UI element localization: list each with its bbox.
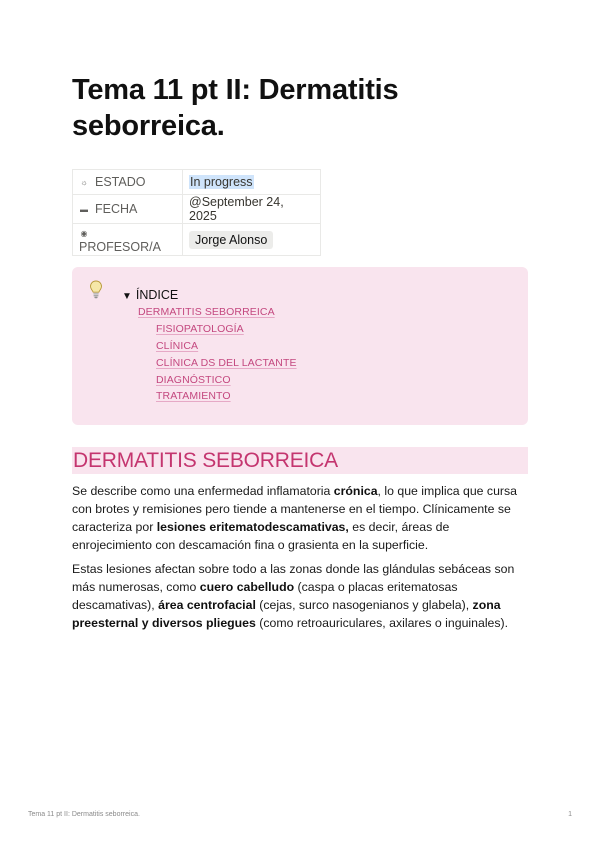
toc-link-clinica-ds-lactante[interactable]: CLÍNICA DS DEL LACTANTE [156,357,297,369]
property-value[interactable] [183,170,321,195]
toc-link-diagnostico[interactable]: DIAGNÓSTICO [156,374,231,386]
text-run: (caspa o placas eritematosas descamativas), [72,580,458,612]
status-icon: ☼ [80,178,88,187]
property-key-label: PROFESOR/A [79,239,161,254]
toc-link-dermatitis-seborreica[interactable]: DERMATITIS SEBORREICA [138,306,275,318]
person-chip[interactable]: Jorge Alonso [189,231,273,249]
date-value[interactable]: @September 24, 2025 [189,195,284,223]
property-value[interactable] [183,224,321,256]
property-row-profesor [73,224,321,256]
property-row-estado [73,170,321,195]
toc-link-tratamiento[interactable]: TRATAMIENTO [156,390,231,402]
property-key-label: ESTADO [95,175,146,189]
paragraph-1 [72,482,532,554]
toc-heading: ÍNDICE [135,288,179,302]
toggle-triangle-icon[interactable]: ▼ [122,291,132,302]
toc-link-clinica[interactable]: CLÍNICA [156,340,199,352]
page-title: Tema 11 pt II: Dermatitis seborreica. [72,74,399,142]
properties-table [72,169,321,256]
section-heading: DERMATITIS SEBORREICA [72,447,528,474]
bold-run: zona preesternal y diversos pliegues [72,598,501,630]
text-run: Se describe como una enfermedad inflamatoria [72,484,334,498]
property-key [73,195,183,224]
person-icon: ◉ [80,228,88,238]
toc-toggle[interactable] [122,288,178,302]
footer-title: Tema 11 pt II: Dermatitis seborreica. [28,811,140,818]
property-row-fecha [73,195,321,224]
property-key [73,170,183,195]
lightbulb-icon [88,279,104,301]
paragraph-2 [72,560,532,632]
bold-run: cuero cabelludo [199,580,295,594]
status-value[interactable]: In progress [190,175,253,189]
bold-run: crónica [333,484,378,498]
text-run: , lo que implica que cursa con brotes y remisiones pero tiende a mantenerse en el tiempo. Clínicamente se caracteriza por [72,484,517,534]
page-number: 1 [568,811,572,818]
bold-run: área centrofacial [158,598,256,612]
text-run: Estas lesiones afectan sobre todo a las zonas donde las glándulas sebáceas son más numerosas, como [72,562,515,594]
text-run: (como retroauriculares, axilares o inguinales). [255,616,509,630]
text-run: es decir, áreas de enrojecimiento con descamación fina o grasienta en la superficie. [72,520,450,552]
property-value[interactable] [183,195,321,224]
toc-callout [72,267,528,425]
bold-run: lesiones eritematodescamativas, [156,520,349,534]
calendar-icon: ▬ [80,205,88,214]
text-run: (cejas, surco nasogenianos y glabela), [255,598,473,612]
property-key [73,224,183,256]
property-key-label: FECHA [95,202,138,216]
toc-link-fisiopatologia[interactable]: FISIOPATOLOGÍA [156,323,244,335]
